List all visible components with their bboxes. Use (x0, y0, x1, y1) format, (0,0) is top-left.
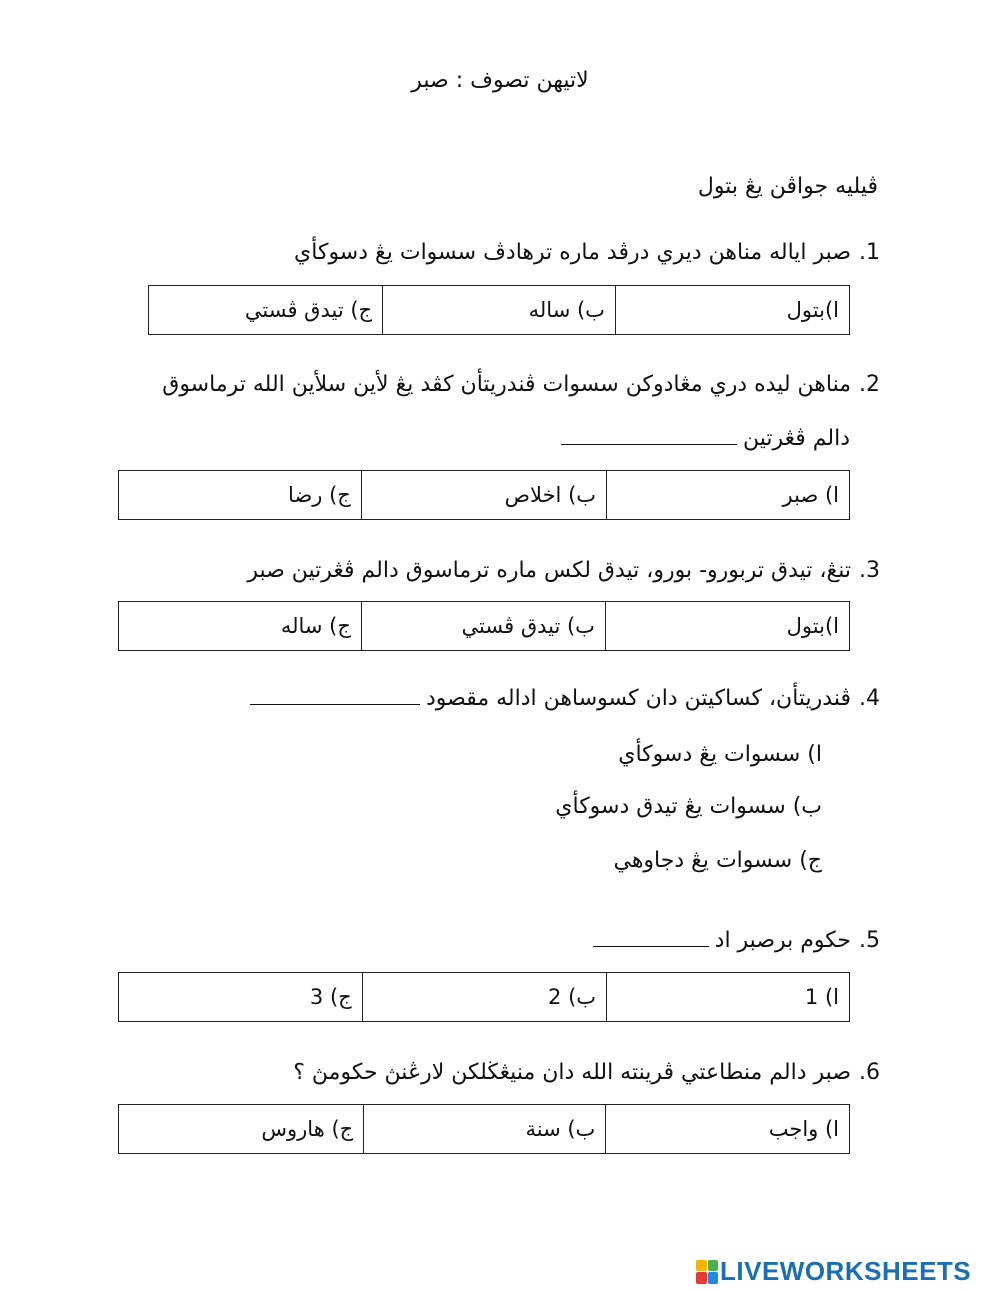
options-table-2 (118, 470, 850, 520)
question-5 (593, 928, 880, 953)
option-a[interactable]: ا) واجب (606, 1105, 850, 1154)
page-title: لاتيهن تصوف : صبر (411, 68, 589, 93)
question-number: 6. (859, 1060, 880, 1085)
options-table-3 (118, 601, 850, 651)
option-b[interactable]: ب) ساله (383, 286, 616, 335)
option-c[interactable]: ج) ساله (119, 602, 362, 651)
question-2 (162, 372, 880, 397)
answer-blank[interactable] (250, 702, 420, 705)
answer-blank[interactable] (561, 442, 737, 445)
logo-square (708, 1260, 719, 1272)
answer-blank[interactable] (593, 944, 709, 947)
question-text-continued: دالم ڤڠرتين (742, 426, 850, 451)
question-text: مناهن ليده دري مڠادوكن سسوات ڤندريتأن كڤد يڠ لأين سلأين الله ترماسوق (162, 372, 851, 397)
option-a[interactable]: ا) صبر (607, 471, 850, 520)
option-c[interactable]: ج) تيدق ڤستي (149, 286, 383, 335)
option-b[interactable]: ب) سنة (364, 1105, 606, 1154)
logo-text: LIVEWORKSHEETS (720, 1256, 972, 1286)
question-text: صبر اياله مناهن ديري درڤد ماره ترهادڤ سسوات يڠ دسوكأي (294, 240, 851, 265)
question-2-line-2 (561, 426, 850, 451)
question-6 (293, 1060, 880, 1085)
question-number: 1. (859, 240, 880, 265)
option-a[interactable]: ا)بتول (615, 286, 849, 335)
logo-grid-icon (696, 1260, 718, 1284)
choice-a[interactable]: ا) سسوات يڠ دسوكأي (618, 742, 822, 767)
option-b[interactable]: ب) 2 (362, 973, 606, 1022)
options-table-6 (118, 1104, 850, 1154)
option-b[interactable]: ب) تيدق ڤستي (361, 602, 605, 651)
question-text: صبر دالم منطاعتي ڤرينته الله دان منيڠڬلكن لارڠنڽ حكومڽ ؟ (293, 1060, 851, 1085)
question-1 (294, 240, 880, 265)
question-number: 4. (859, 686, 880, 711)
choice-c[interactable]: ج) سسوات يڠ دجاوهي (613, 848, 822, 873)
question-text: حكوم برصبر اد (714, 928, 851, 953)
logo-square (696, 1272, 707, 1284)
question-number: 3. (859, 558, 880, 583)
question-number: 5. (859, 928, 880, 953)
logo-square (696, 1260, 707, 1272)
option-a[interactable]: ا) 1 (607, 973, 850, 1022)
question-3 (247, 558, 880, 583)
logo-square (708, 1272, 719, 1284)
question-4 (250, 686, 880, 711)
choice-b[interactable]: ب) سسوات يڠ تيدق دسوكأي (555, 794, 822, 819)
question-text: ڤندريتأن، كساكيتن دان كسوساهن اداله مقصود (425, 686, 851, 711)
option-b[interactable]: ب) اخلاص (361, 471, 606, 520)
option-c[interactable]: ج) 3 (119, 973, 363, 1022)
liveworksheets-logo[interactable] (696, 1256, 971, 1287)
instruction: ڤيليه جواڤن يڠ بتول (697, 174, 878, 199)
option-c[interactable]: ج) هاروس (119, 1105, 364, 1154)
options-table-1 (148, 285, 850, 335)
option-c[interactable]: ج) رضا (119, 471, 362, 520)
question-number: 2. (859, 372, 880, 397)
options-table-5 (118, 972, 850, 1022)
question-text: تنڠ، تيدق تربورو- بورو، تيدق لكس ماره ترماسوق دالم ڤڠرتين صبر (247, 558, 851, 583)
option-a[interactable]: ا)بتول (605, 602, 849, 651)
